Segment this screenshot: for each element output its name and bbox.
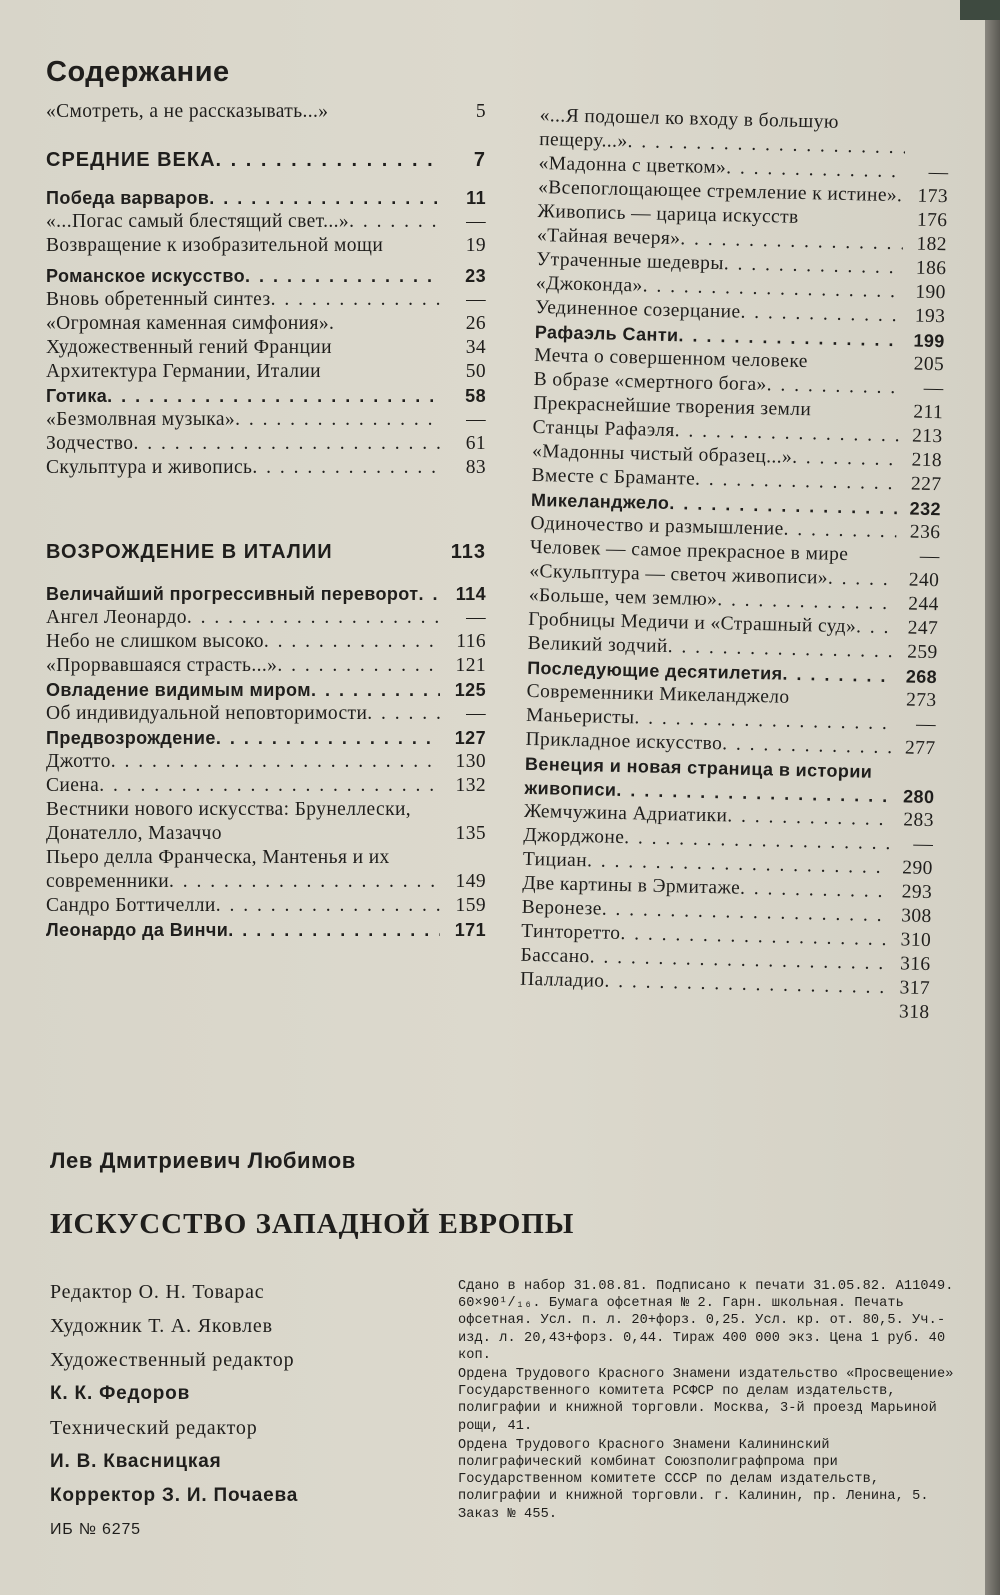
toc-entry-title: Утраченные шедевры . . . [536, 248, 902, 280]
toc-entry [46, 846, 486, 894]
toc-entry-page: 268 [905, 666, 938, 688]
credit-line: ИБ № 6275 [50, 1521, 141, 1538]
toc-entry-page: 186 [915, 257, 947, 280]
toc-entry-page: 11 [466, 188, 486, 208]
toc-entry-title: Ангел Леонардо . . . [46, 606, 440, 630]
toc-entry-page: — [913, 833, 934, 856]
toc-entry [46, 726, 486, 750]
toc-entry [46, 210, 486, 234]
toc-entry-page: 23 [465, 266, 486, 286]
toc-entry [46, 264, 486, 288]
toc-entry-title: Маньеристы . . . [526, 704, 892, 736]
toc-entry-title: Палладио . . . [520, 968, 886, 1000]
toc-entry-page: — [923, 377, 944, 400]
toc-entry-title: Человек — самое прекрасное в мире [529, 536, 849, 566]
toc-entry-page: 58 [465, 386, 486, 406]
toc-entry-page: — [919, 545, 941, 568]
toc-entry-title: Уединенное созерцание . . . [535, 296, 901, 328]
toc-entry-page: 211 [913, 401, 944, 424]
toc-entry [46, 100, 486, 124]
credit-line: Художник Т. А. Яковлев [50, 1315, 273, 1337]
toc-entry-page: — [928, 161, 949, 184]
toc-entry [46, 384, 486, 408]
toc-entry-page: 310 [900, 929, 932, 952]
credit-line: К. К. Федоров [50, 1383, 191, 1404]
toc-entry-title: Архитектура Германии, Италии [46, 361, 321, 382]
imprint-paragraph: Ордена Трудового Красного Знамени Калининский полиграфический комбинат Союзполиграфпрома при Государственном комитете СССР по делам издательств, полиграфии и книжной торговли. г. Калинин, пр. Ленина, 5. Заказ № 455. [458, 1437, 929, 1522]
toc-entry-page: 277 [904, 737, 936, 760]
toc-entry-title: Пьеро делла Франческа, Мантенья и их современники . . . [46, 846, 440, 894]
toc-entry-page: 113 [450, 541, 486, 563]
toc-entry-title: Микеланджело . . . [531, 488, 897, 520]
toc-entry-title: Прекраснейшие творения земли [532, 392, 812, 421]
toc-entry [46, 606, 486, 630]
toc-entry-page: 213 [911, 425, 943, 448]
toc-entry-page: 244 [908, 593, 939, 616]
toc-entry-title: Тициан . . . [523, 848, 889, 880]
toc-entry-page: — [466, 289, 486, 310]
toc-entry-page: 173 [917, 185, 949, 208]
toc-entry-page: 317 [899, 977, 931, 1000]
toc-entry-title: Венеция и новая страница в истории живописи . . . [524, 752, 891, 808]
credit-line: Редактор О. Н. Товарас [50, 1281, 265, 1303]
toc-entry-title: «Мадонна с цветком» . . . [538, 152, 904, 184]
toc-entry [46, 360, 486, 384]
toc-entry-title: Небо не слишком высоко . . . [46, 630, 440, 654]
toc-entry-page: 127 [454, 728, 486, 748]
toc-entry-page: 116 [456, 631, 486, 652]
toc-entry-page: 193 [914, 305, 946, 328]
toc-entry-page: 227 [910, 473, 942, 496]
toc-entry-page: 316 [899, 953, 931, 976]
toc-entry [46, 654, 486, 678]
toc-entry-title: Леонардо да Винчи . . . [46, 918, 440, 942]
credits-list [50, 1275, 298, 1547]
toc-entry-title: Станцы Рафаэля . . . [532, 416, 898, 448]
toc-entry [46, 186, 486, 210]
toc-entry [46, 702, 486, 726]
toc-entry [46, 774, 486, 798]
toc-entry-title: Предвозрождение . . . [46, 726, 440, 750]
toc-entry-title: «Тайная вечеря» . . . [537, 224, 903, 256]
toc-entry-title: Сандро Боттичелли . . . [46, 894, 440, 918]
toc-entry-page: 273 [905, 689, 937, 712]
imprint-paragraph: Сдано в набор 31.08.81. Подписано к печати 31.05.82. А11049. 60×90¹/₁₆. Бумага офсетная № 2. Гарн. школьная. Печать офсетная. Усл. п. л. 20+форз. 0,25. Усл. кр. от. 80,5. Уч.-изд. л. 20,43+форз. 0,44. Тираж 400 000 экз. Цена 1 руб. 40 коп. [458, 1279, 954, 1363]
toc-entry [46, 408, 486, 432]
toc-right-column [519, 104, 950, 1025]
toc-entry-page: 218 [911, 449, 943, 472]
toc-entry [46, 798, 486, 846]
author-name: Лев Дмитриевич Любимов [50, 1148, 356, 1173]
toc-entry-title: Овладение видимым миром . . . [46, 678, 440, 702]
toc-entry [46, 678, 486, 702]
toc-entry-page: 50 [465, 361, 486, 382]
toc-entry-title: Гробницы Медичи и «Страшный суд» . . . [528, 608, 894, 640]
toc-entry-page: 34 [465, 337, 486, 358]
toc-entry-title: СРЕДНИЕ ВЕКА . . . [46, 148, 440, 172]
toc-entry [46, 750, 486, 774]
toc-entry-title: Об индивидуальной неповторимости . . . [46, 702, 440, 726]
book-spine [985, 0, 1000, 1595]
toc-entry-page: 130 [455, 751, 486, 772]
toc-entry-page: 26 [465, 313, 486, 334]
toc-entry-title: Бассано . . . [520, 944, 886, 976]
toc-entry-title: «...Погас самый блестящий свет...» . . . [46, 210, 440, 234]
toc-entry-title: Последующие десятилетия . . . [527, 656, 893, 688]
toc-entry-page: 159 [455, 895, 486, 916]
toc-entry-page: 121 [455, 655, 486, 676]
toc-entry-page: 240 [908, 569, 940, 592]
toc-entry-page: 132 [455, 775, 486, 796]
toc-entry-page: 135 [455, 823, 486, 844]
toc-entry-title: «Смотреть, а не рассказывать...» [46, 101, 329, 122]
toc-entry [46, 540, 486, 564]
toc-entry-title: «...Я подошел ко входу в большую пещеру...» . . . [539, 104, 906, 160]
credit-line: Корректор З. И. Почаева [50, 1485, 299, 1506]
toc-entry-title: «Мадонны чистый образец...» . . . [532, 440, 898, 472]
toc-entry-title: Сиена . . . [46, 774, 440, 798]
toc-entry [46, 148, 486, 172]
toc-entry-page: — [466, 703, 486, 724]
toc-entry-page: 190 [915, 281, 947, 304]
toc-entry-page: 293 [901, 881, 933, 904]
toc-entry-title: Возвращение к изобразительной мощи [46, 235, 384, 256]
toc-entry-title: Две картины в Эрмитаже . . . [522, 872, 888, 904]
toc-entry-title: Джорджоне . . . [523, 824, 889, 856]
contents-heading: Содержание [46, 56, 230, 88]
toc-entry-title: «Джоконда» . . . [536, 272, 902, 304]
toc-entry-page: 318 [898, 1001, 930, 1024]
toc-entry-title: Рафаэль Санти . . . [535, 320, 901, 352]
toc-entry-page: 247 [907, 617, 939, 640]
toc-entry [46, 312, 486, 336]
toc-entry-title: Вестники нового искусства: Брунеллески, Донателло, Мазаччо [46, 799, 412, 844]
toc-entry-title: Тинторетто . . . [521, 920, 887, 952]
toc-entry-page: — [466, 607, 486, 628]
toc-entry-title: Готика . . . [46, 384, 440, 408]
toc-entry-title: «Всепоглощающее стремление к истине» . . . [538, 176, 904, 208]
toc-entry [46, 336, 486, 360]
credit-line: Художественный редактор [50, 1349, 295, 1371]
toc-entry-page: 205 [913, 353, 945, 376]
cover-edge [960, 0, 1000, 20]
toc-entry-page: 83 [465, 457, 486, 478]
toc-entry-title [519, 1016, 885, 1024]
imprint-paragraph: Ордена Трудового Красного Знамени издательство «Просвещение» Государственного комитета РСФСР по делам издательств, полиграфии и книжной торговли. Москва, 3-й проезд Марьиной рощи, 41. [458, 1367, 954, 1434]
toc-entry-title: Величайший прогрессивный переворот . . . [46, 582, 440, 606]
toc-entry-page: 232 [909, 498, 942, 520]
toc-entry [46, 894, 486, 918]
toc-entry-page: — [915, 713, 937, 736]
toc-entry-title: «Огромная каменная симфония». [46, 313, 335, 334]
toc-entry-title: Романское искусство . . . [46, 264, 440, 288]
toc-entry-page: 199 [913, 330, 945, 352]
toc-entry-title: Одиночество и размышление . . . [530, 512, 896, 544]
toc-entry-title: Победа варваров . . . [46, 186, 440, 210]
toc-entry-title: Веронезе . . . [521, 896, 887, 928]
toc-entry-title: Вместе с Браманте . . . [531, 464, 897, 496]
toc-entry-title: «Скульптура — светоч живописи» . . . [529, 560, 895, 592]
toc-entry-title: Джотто . . . [46, 750, 440, 774]
toc-entry-page: 182 [916, 233, 948, 256]
toc-entry-title: Зодчество . . . [46, 432, 440, 456]
toc-entry [46, 432, 486, 456]
toc-entry-page: 61 [465, 433, 486, 454]
toc-entry-title: «Больше, чем землю» . . . [529, 584, 895, 616]
toc-entry-page: 176 [916, 209, 948, 232]
toc-entry [46, 918, 486, 942]
toc-entry [46, 456, 486, 480]
toc-entry-page: 125 [454, 680, 486, 700]
toc-entry-title: Скульптура и живопись . . . [46, 456, 440, 480]
toc-entry-page: 114 [455, 584, 486, 604]
toc-entry-page: 280 [902, 786, 935, 808]
credit-line: И. В. Квасницкая [50, 1451, 222, 1472]
toc-entry-page: 5 [475, 101, 486, 122]
toc-entry-title: Мечта о совершенном человеке [534, 344, 809, 373]
toc-entry-page: 171 [454, 920, 486, 940]
toc-entry-title: ВОЗРОЖДЕНИЕ В ИТАЛИИ [46, 541, 333, 563]
toc-entry-page: 308 [900, 905, 932, 928]
toc-entry-title: «Прорвавшаяся страсть...» . . . [46, 654, 440, 678]
toc-entry-title: Прикладное искусство . . . [525, 728, 891, 760]
toc-entry-page: — [466, 409, 486, 430]
toc-entry-title: Великий зодчий . . . [527, 632, 893, 664]
toc-entry-title: Жемчужина Адриатики . . . [524, 800, 890, 832]
toc-entry [46, 288, 486, 312]
book-title: ИСКУССТВО ЗАПАДНОЙ ЕВРОПЫ [50, 1208, 575, 1240]
toc-entry [46, 234, 486, 258]
toc-entry-page: 236 [909, 521, 941, 544]
toc-entry-page: — [466, 211, 486, 232]
toc-entry-page: 149 [455, 871, 486, 892]
toc-entry-title: Живопись — царица искусств [537, 200, 799, 228]
toc-entry-page: 259 [906, 641, 938, 664]
credit-line: Технический редактор [50, 1417, 258, 1439]
toc-entry-page: 290 [902, 857, 933, 880]
toc-entry-title: Вновь обретенный синтез . . . [46, 288, 440, 312]
toc-entry [46, 630, 486, 654]
toc-entry-title: Современники Микеланджело [526, 680, 790, 708]
toc-entry-title: В образе «смертного бога» . . . [533, 368, 899, 400]
toc-entry-page: 19 [465, 235, 486, 256]
imprint-block [458, 1278, 958, 1525]
toc-entry [46, 582, 486, 606]
toc-entry-page: 283 [903, 809, 935, 832]
toc-entry-title: «Безмолвная музыка» . . . [46, 408, 440, 432]
toc-entry-page: 7 [473, 149, 486, 171]
toc-entry-title: Художественный гений Франции [46, 337, 332, 358]
toc-left-column [46, 100, 486, 942]
